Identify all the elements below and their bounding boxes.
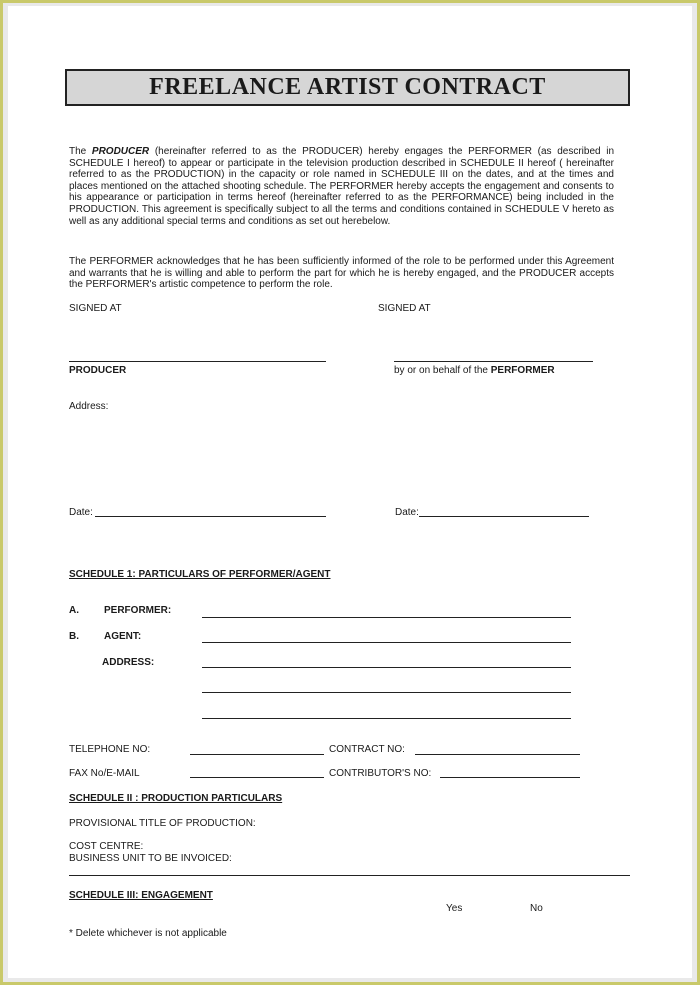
address-line-3[interactable] bbox=[202, 718, 571, 719]
acknowledgement-paragraph: The PERFORMER acknowledges that he has been sufficiently informed of the role to be performed under this Agreement and warrants that he is willing and able to perform the part for which he is hereby engaged, and the PRODUCER accepts the PERFORMER's artistic competence to perform the role. bbox=[69, 256, 614, 291]
producer-signature-line[interactable] bbox=[69, 361, 326, 362]
schedule1-heading: SCHEDULE 1: PARTICULARS OF PERFORMER/AGENT bbox=[69, 569, 331, 580]
telephone-label: TELEPHONE NO: bbox=[69, 744, 151, 755]
signed-at-left: SIGNED AT bbox=[69, 303, 122, 314]
performer-label: PERFORMER bbox=[490, 365, 555, 376]
address-label: Address: bbox=[69, 401, 109, 412]
date-line-right[interactable] bbox=[419, 516, 589, 517]
performer-field-label: PERFORMER: bbox=[104, 605, 172, 616]
fax-email-label: FAX No/E-MAIL bbox=[69, 768, 140, 779]
agent-field-line[interactable] bbox=[202, 642, 571, 643]
fax-email-line[interactable] bbox=[190, 777, 324, 778]
no-option[interactable]: No bbox=[530, 903, 543, 914]
schedule3-heading: SCHEDULE III: ENGAGEMENT bbox=[69, 890, 213, 901]
item-a-letter: A. bbox=[69, 605, 79, 616]
contract-no-label: CONTRACT NO: bbox=[329, 744, 405, 755]
contract-title-box bbox=[65, 69, 630, 106]
intro-word: The bbox=[69, 146, 87, 157]
contract-title: FREELANCE ARTIST CONTRACT bbox=[149, 74, 546, 100]
telephone-line[interactable] bbox=[190, 754, 324, 755]
performer-signature-line[interactable] bbox=[394, 361, 593, 362]
business-unit-label: BUSINESS UNIT TO BE INVOICED: bbox=[69, 853, 232, 864]
date-label-left: Date: bbox=[69, 507, 93, 518]
performer-signature-label bbox=[394, 365, 555, 376]
footnote-text: * Delete whichever is not applicable bbox=[69, 928, 227, 939]
signed-at-right: SIGNED AT bbox=[378, 303, 431, 314]
producer-emphasis: PRODUCER bbox=[91, 146, 150, 157]
agent-field-label: AGENT: bbox=[104, 631, 142, 642]
performer-prefix: by or on behalf of the bbox=[394, 365, 488, 376]
section-divider bbox=[69, 875, 630, 876]
date-line-left[interactable] bbox=[95, 516, 326, 517]
contributor-no-line[interactable] bbox=[440, 777, 580, 778]
date-label-right: Date: bbox=[395, 507, 419, 518]
intro-paragraph bbox=[69, 146, 614, 227]
address-line-1[interactable] bbox=[202, 667, 571, 668]
yes-option[interactable]: Yes bbox=[446, 903, 463, 914]
item-b-letter: B. bbox=[69, 631, 79, 642]
cost-centre-label: COST CENTRE: bbox=[69, 841, 144, 852]
agent-address-label: ADDRESS: bbox=[102, 657, 155, 668]
provisional-title-label: PROVISIONAL TITLE OF PRODUCTION: bbox=[69, 818, 256, 829]
producer-signature-label: PRODUCER bbox=[69, 365, 127, 376]
contract-no-line[interactable] bbox=[415, 754, 580, 755]
intro-body: (hereinafter referred to as the PRODUCER) hereby engages the PERFORMER (as described in SCHEDULE I hereof) to appear or participate in the television production described in SCHEDULE II hereof ( hereinafter referred to as the PRODUCTION) in the capacity or role named in SCHEDULE III on the dates, and at the times and places mentioned on the attached shooting schedule. The PERFORMER hereby accepts the engagement and consents to his appearance or participation in terms hereof (hereinafter referred to as the PERFORMANCE) being included in the PRODUCTION. This agreement is specifically subject to all the terms and conditions contained in SCHEDULE V hereto as well as any additional special terms and conditions as set out herebelow. bbox=[69, 146, 615, 227]
schedule2-heading: SCHEDULE II : PRODUCTION PARTICULARS bbox=[69, 793, 283, 804]
contributor-no-label: CONTRIBUTOR'S NO: bbox=[329, 768, 432, 779]
address-line-2[interactable] bbox=[202, 692, 571, 693]
performer-field-line[interactable] bbox=[202, 617, 571, 618]
